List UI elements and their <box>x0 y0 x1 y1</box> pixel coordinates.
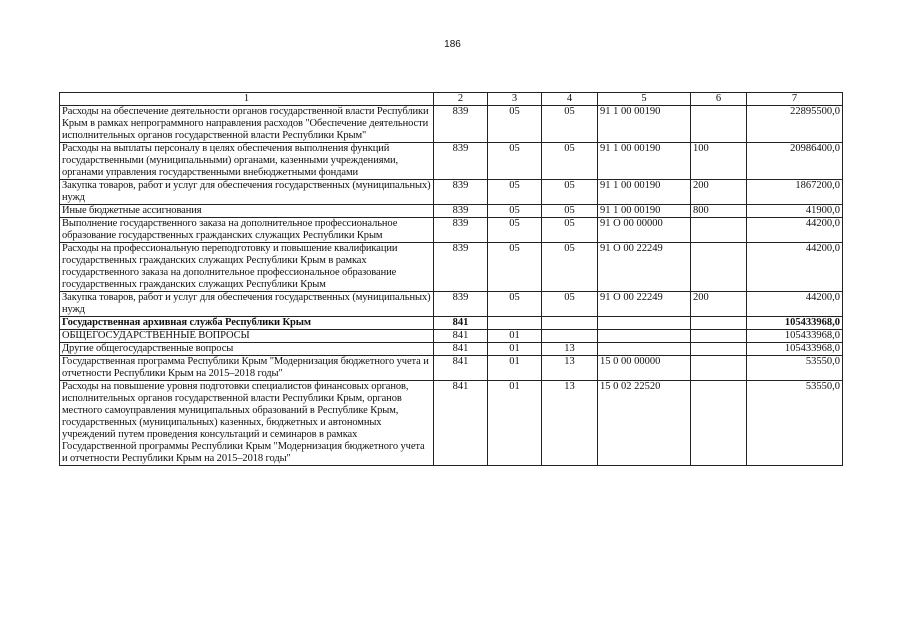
subsection-code-cell: 05 <box>542 143 598 180</box>
amount-cell: 44200,0 <box>747 243 843 292</box>
section-code-cell <box>488 317 542 330</box>
section-code-cell: 05 <box>488 106 542 143</box>
ministry-code-cell: 839 <box>434 106 488 143</box>
section-code-cell: 05 <box>488 205 542 218</box>
ministry-code-cell: 839 <box>434 292 488 317</box>
column-header-2: 2 <box>434 93 488 106</box>
amount-cell: 22895500,0 <box>747 106 843 143</box>
section-code-cell: 05 <box>488 292 542 317</box>
table-row <box>60 180 843 205</box>
target-article-cell <box>598 343 691 356</box>
row-name-cell: Расходы на обеспечение деятельности органов государственной власти Республики Крым в рамках непрограммного направления расходов "Обеспечение деятельности исполнительных органов государственной власти Республики Крым" <box>60 106 434 143</box>
budget-table <box>59 92 843 466</box>
amount-cell: 20986400,0 <box>747 143 843 180</box>
ministry-code-cell: 841 <box>434 381 488 466</box>
expense-type-cell <box>691 381 747 466</box>
target-article-cell: 91 1 00 00190 <box>598 205 691 218</box>
expense-type-cell <box>691 218 747 243</box>
table-row <box>60 205 843 218</box>
target-article-cell: 15 0 00 00000 <box>598 356 691 381</box>
expense-type-cell <box>691 243 747 292</box>
expense-type-cell <box>691 343 747 356</box>
subsection-code-cell: 05 <box>542 106 598 143</box>
target-article-cell: 91 1 00 00190 <box>598 143 691 180</box>
amount-cell: 44200,0 <box>747 218 843 243</box>
section-code-cell: 01 <box>488 343 542 356</box>
target-article-cell <box>598 330 691 343</box>
row-name-cell: Закупка товаров, работ и услуг для обеспечения государственных (муниципальных) нужд <box>60 180 434 205</box>
row-name-cell: Расходы на повышение уровня подготовки специалистов финансовых органов, исполнительных органов государственной власти Республики Крым, органов местного самоуправления муниципальных образований в Республике Крым, государственных (муниципальных) казенных, бюджетных и автономных учреждений путем проведения консультаций и семинаров в рамках Государственной программы Республики Крым "Модернизация бюджетного учета и отчетности Республики Крым на 2015–2018 годы" <box>60 381 434 466</box>
target-article-cell: 91 1 00 00190 <box>598 180 691 205</box>
subsection-code-cell: 13 <box>542 356 598 381</box>
target-article-cell: 91 О 00 00000 <box>598 218 691 243</box>
target-article-cell: 15 0 02 22520 <box>598 381 691 466</box>
section-code-cell: 05 <box>488 143 542 180</box>
section-code-cell: 01 <box>488 356 542 381</box>
ministry-code-cell: 839 <box>434 243 488 292</box>
row-name-cell: Государственная архивная служба Республики Крым <box>60 317 434 330</box>
header-row <box>60 93 843 106</box>
column-header-6: 6 <box>691 93 747 106</box>
row-name-cell: Государственная программа Республики Крым "Модернизация бюджетного учета и отчетности Республики Крым на 2015–2018 годы" <box>60 356 434 381</box>
expense-type-cell <box>691 106 747 143</box>
subsection-code-cell: 05 <box>542 205 598 218</box>
table-row <box>60 356 843 381</box>
section-code-cell: 05 <box>488 218 542 243</box>
row-name-cell: Иные бюджетные ассигнования <box>60 205 434 218</box>
expense-type-cell: 200 <box>691 292 747 317</box>
section-code-cell: 01 <box>488 330 542 343</box>
row-name-cell: Расходы на выплаты персоналу в целях обеспечения выполнения функций государственными (муниципальными) органами, казенными учреждениями, органами управления государственными внебюджетными фондами <box>60 143 434 180</box>
table-row <box>60 143 843 180</box>
expense-type-cell <box>691 330 747 343</box>
ministry-code-cell: 841 <box>434 317 488 330</box>
column-header-1: 1 <box>60 93 434 106</box>
expense-type-cell: 200 <box>691 180 747 205</box>
ministry-code-cell: 841 <box>434 356 488 381</box>
table-row <box>60 292 843 317</box>
ministry-code-cell: 839 <box>434 218 488 243</box>
section-code-cell: 05 <box>488 180 542 205</box>
target-article-cell: 91 О 00 22249 <box>598 243 691 292</box>
ministry-code-cell: 841 <box>434 343 488 356</box>
amount-cell: 41900,0 <box>747 205 843 218</box>
table-row <box>60 343 843 356</box>
table-row <box>60 243 843 292</box>
ministry-code-cell: 841 <box>434 330 488 343</box>
subsection-code-cell: 13 <box>542 343 598 356</box>
subsection-code-cell: 05 <box>542 218 598 243</box>
amount-cell: 44200,0 <box>747 292 843 317</box>
column-header-4: 4 <box>542 93 598 106</box>
page-number: 186 <box>444 39 461 50</box>
expense-type-cell <box>691 356 747 381</box>
subsection-code-cell: 05 <box>542 243 598 292</box>
ministry-code-cell: 839 <box>434 205 488 218</box>
ministry-code-cell: 839 <box>434 180 488 205</box>
column-header-5: 5 <box>598 93 691 106</box>
table-row <box>60 218 843 243</box>
expense-type-cell: 800 <box>691 205 747 218</box>
row-name-cell: Расходы на профессиональную переподготовку и повышение квалификации государственных гражданских служащих Республики Крым в рамках государственного заказа на дополнительное профессиональное образование государственных гражданских служащих Республики Крым <box>60 243 434 292</box>
amount-cell: 1867200,0 <box>747 180 843 205</box>
row-name-cell: Выполнение государственного заказа на дополнительное профессиональное образование государственных гражданских служащих Республики Крым <box>60 218 434 243</box>
section-code-cell: 05 <box>488 243 542 292</box>
amount-cell: 105433968,0 <box>747 343 843 356</box>
column-header-7: 7 <box>747 93 843 106</box>
expense-type-cell: 100 <box>691 143 747 180</box>
amount-cell: 105433968,0 <box>747 317 843 330</box>
table-row <box>60 330 843 343</box>
row-name-cell: Закупка товаров, работ и услуг для обеспечения государственных (муниципальных) нужд <box>60 292 434 317</box>
expense-type-cell <box>691 317 747 330</box>
section-code-cell: 01 <box>488 381 542 466</box>
ministry-code-cell: 839 <box>434 143 488 180</box>
subsection-code-cell <box>542 330 598 343</box>
target-article-cell: 91 О 00 22249 <box>598 292 691 317</box>
table-row <box>60 381 843 466</box>
row-name-cell: Другие общегосударственные вопросы <box>60 343 434 356</box>
subsection-code-cell: 13 <box>542 381 598 466</box>
table-row <box>60 106 843 143</box>
amount-cell: 53550,0 <box>747 381 843 466</box>
amount-cell: 105433968,0 <box>747 330 843 343</box>
target-article-cell: 91 1 00 00190 <box>598 106 691 143</box>
table-row <box>60 317 843 330</box>
column-header-3: 3 <box>488 93 542 106</box>
row-name-cell: ОБЩЕГОСУДАРСТВЕННЫЕ ВОПРОСЫ <box>60 330 434 343</box>
subsection-code-cell <box>542 317 598 330</box>
target-article-cell <box>598 317 691 330</box>
subsection-code-cell: 05 <box>542 180 598 205</box>
amount-cell: 53550,0 <box>747 356 843 381</box>
subsection-code-cell: 05 <box>542 292 598 317</box>
